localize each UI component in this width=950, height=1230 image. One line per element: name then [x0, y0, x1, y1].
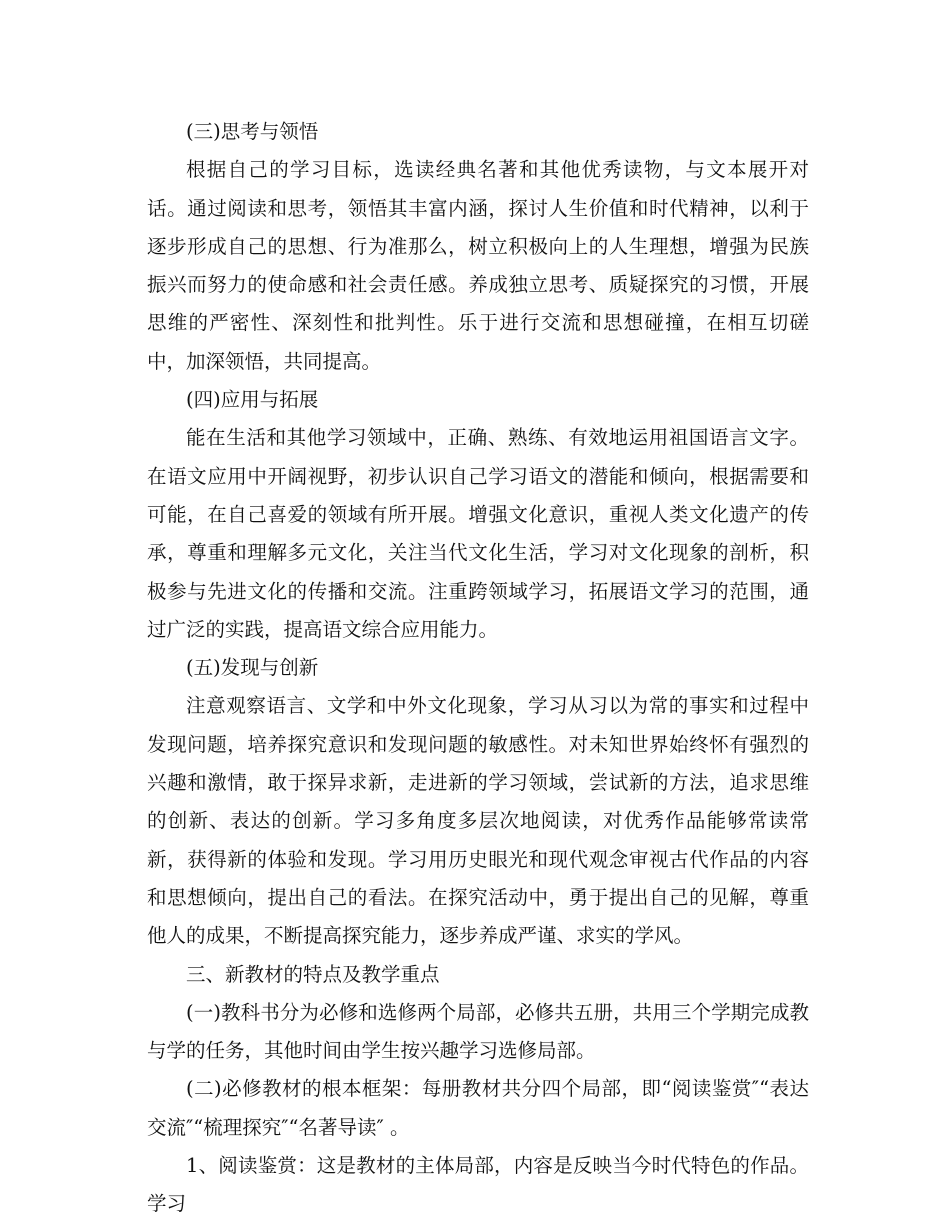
paragraph-textbook-structure: (一)教科书分为必修和选修两个局部，必修共五册，共用三个学期完成教与学的任务，其他时间由学生按兴趣学习选修局部。	[147, 1000, 809, 1063]
paragraph-compulsory-framework: (二)必修教材的根本框架：每册教材共分四个局部，即“阅读鉴赏″“表达交流″“梳理探究″“名著导读″ 。	[147, 1077, 809, 1139]
paragraph-application: 能在生活和其他学习领域中，正确、熟练、有效地运用祖国语言文字。在语文应用中开阔视野，初步认识自己学习语文的潜能和倾向，根据需要和可能，在自己喜爱的领域有所开展。增强文化意识，重视人类文化遗产的传承，尊重和理解多元文化，关注当代文化生活，学习对文化现象的剖析，积极参与先进文化的传播和交流。注重跨领域学习，拓展语文学习的范围，通过广泛的实践，提高语文综合应用能力。	[147, 426, 809, 641]
section-heading-application: (四)应用与拓展	[186, 388, 319, 412]
section-heading-reflection: (三)思考与领悟	[186, 120, 319, 143]
section-heading-discovery: (五)发现与创新	[186, 656, 319, 680]
paragraph-reflection: 根据自己的学习目标，选读经典名著和其他优秀读物，与文本展开对话。通过阅读和思考，领悟其丰富内涵，探讨人生价值和时代精神，以利于逐步形成自己的思想、行为准那么，树立积极向上的人生理想，增强为民族振兴而努力的使命感和社会责任感。养成独立思考、质疑探究的习惯，开展思维的严密性、深刻性和批判性。乐于进行交流和思想碰撞，在相互切磋中，加深领悟，共同提高。	[147, 158, 809, 373]
document-body	[147, 113, 809, 1224]
chapter-heading-new-textbook: 三、新教材的特点及教学重点	[186, 962, 440, 986]
paragraph-reading-appreciation: 1、阅读鉴赏：这是教材的主体局部，内容是反映当今时代特色的作品。学习	[147, 1154, 809, 1216]
paragraph-discovery: 注意观察语言、文学和中外文化现象，学习从习以为常的事实和过程中发现问题，培养探究意识和发现问题的敏感性。对未知世界始终怀有强烈的兴趣和激情，敢于探异求新，走进新的学习领域，尝试新的方法，追求思维的创新、表达的创新。学习多角度多层次地阅读，对优秀作品能够常读常新，获得新的体验和发现。学习用历史眼光和现代观念审视古代作品的内容和思想倾向，提出自己的看法。在探究活动中，勇于提出自己的见解，尊重他人的成果，不断提高探究能力，逐步养成严谨、求实的学风。	[147, 694, 809, 948]
